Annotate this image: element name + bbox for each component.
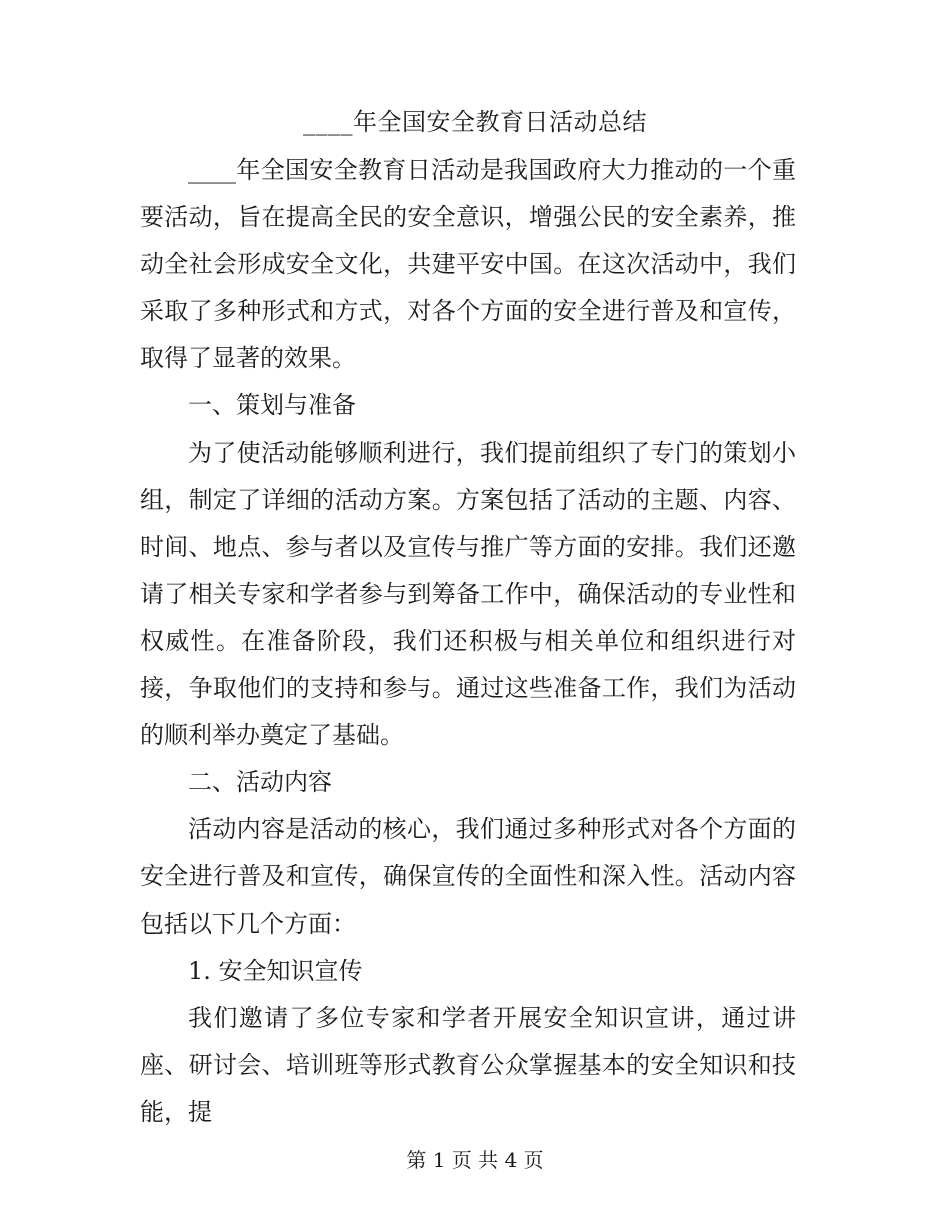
document-body [140, 147, 796, 1136]
section-heading-content: 二、活动内容 [188, 768, 332, 797]
planning-paragraph: 为了使活动能够顺利进行，我们提前组织了专门的策划小组，制定了详细的活动方案。方案包括了活动的主题、内容、时间、地点、参与者以及宣传与推广等方面的安排。我们还邀请了相关专家和学者参与到筹备工作中，确保活动的专业性和权威性。在准备阶段，我们还积极与相关单位和组织进行对接，争取他们的支持和参与。通过这些准备工作，我们为活动的顺利举办奠定了基础。 [140, 438, 796, 750]
section-heading-planning: 一、策划与准备 [188, 391, 356, 420]
page-footer: 第 1 页 共 4 页 [406, 1148, 544, 1172]
intro-paragraph: ____年全国安全教育日活动是我国政府大力推动的一个重要活动，旨在提高全民的安全意识，增强公民的安全素养，推动全社会形成安全文化，共建平安中国。在这次活动中，我们采取了多种形式和方式，对各个方面的安全进行普及和宣传，取得了显著的效果。 [140, 156, 796, 373]
subsection-heading-knowledge: 1. 安全知识宣传 [188, 956, 363, 985]
document-title: ____年全国安全教育日活动总结 [303, 108, 647, 136]
knowledge-paragraph: 我们邀请了多位专家和学者开展安全知识宣讲，通过讲座、研讨会、培训班等形式教育公众掌握基本的安全知识和技能，提 [140, 1003, 796, 1126]
content-paragraph: 活动内容是活动的核心，我们通过多种形式对各个方面的安全进行普及和宣传，确保宣传的全面性和深入性。活动内容包括以下几个方面： [140, 815, 796, 938]
